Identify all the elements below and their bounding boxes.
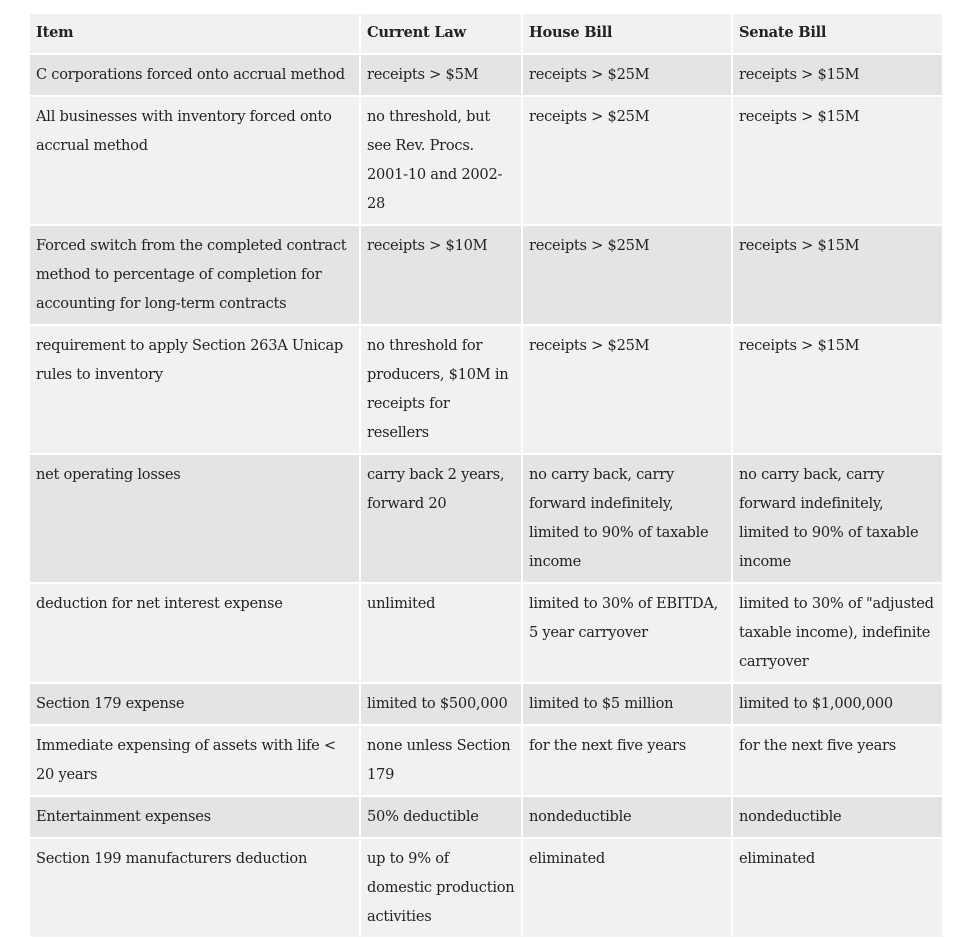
table-row (29, 225, 943, 325)
cell-current-law: unlimited (360, 583, 522, 683)
table-row (29, 54, 943, 96)
cell-house-bill: for the next five years (522, 725, 732, 796)
cell-senate-bill: nondeductible (732, 796, 943, 838)
cell-house-bill: receipts > $25M (522, 325, 732, 454)
cell-senate-bill: receipts > $15M (732, 325, 943, 454)
tax-comparison-table (28, 12, 944, 939)
cell-current-law: limited to $500,000 (360, 683, 522, 725)
table-row (29, 96, 943, 225)
cell-house-bill: eliminated (522, 838, 732, 938)
header-current-law: Current Law (360, 13, 522, 54)
cell-house-bill: receipts > $25M (522, 96, 732, 225)
cell-house-bill: nondeductible (522, 796, 732, 838)
table-header-row (29, 13, 943, 54)
table-row (29, 325, 943, 454)
cell-item: Section 179 expense (29, 683, 360, 725)
cell-item: requirement to apply Section 263A Unicap rules to inventory (29, 325, 360, 454)
table-row (29, 683, 943, 725)
cell-item: net operating losses (29, 454, 360, 583)
table-row (29, 725, 943, 796)
cell-house-bill: limited to $5 million (522, 683, 732, 725)
cell-item: Section 199 manufacturers deduction (29, 838, 360, 938)
cell-current-law: receipts > $5M (360, 54, 522, 96)
cell-senate-bill: for the next five years (732, 725, 943, 796)
table-row (29, 583, 943, 683)
cell-current-law: up to 9% of domestic production activities (360, 838, 522, 938)
cell-item: C corporations forced onto accrual method (29, 54, 360, 96)
cell-current-law: no threshold for producers, $10M in receipts for resellers (360, 325, 522, 454)
cell-senate-bill: eliminated (732, 838, 943, 938)
cell-item: Immediate expensing of assets with life < 20 years (29, 725, 360, 796)
cell-house-bill: no carry back, carry forward indefinitely, limited to 90% of taxable income (522, 454, 732, 583)
cell-item: Forced switch from the completed contract method to percentage of completion for accounting for long-term contracts (29, 225, 360, 325)
cell-house-bill: receipts > $25M (522, 225, 732, 325)
cell-current-law: carry back 2 years, forward 20 (360, 454, 522, 583)
table-row (29, 454, 943, 583)
comparison-table-container (28, 12, 942, 939)
header-item: Item (29, 13, 360, 54)
cell-item: All businesses with inventory forced onto accrual method (29, 96, 360, 225)
cell-item: Entertainment expenses (29, 796, 360, 838)
header-house-bill: House Bill (522, 13, 732, 54)
cell-senate-bill: receipts > $15M (732, 225, 943, 325)
cell-senate-bill: limited to 30% of "adjusted taxable income), indefinite carryover (732, 583, 943, 683)
cell-house-bill: limited to 30% of EBITDA, 5 year carryover (522, 583, 732, 683)
header-senate-bill: Senate Bill (732, 13, 943, 54)
cell-senate-bill: limited to $1,000,000 (732, 683, 943, 725)
cell-current-law: none unless Section 179 (360, 725, 522, 796)
table-row (29, 838, 943, 938)
cell-item: deduction for net interest expense (29, 583, 360, 683)
table-row (29, 796, 943, 838)
cell-senate-bill: receipts > $15M (732, 96, 943, 225)
cell-senate-bill: receipts > $15M (732, 54, 943, 96)
cell-current-law: no threshold, but see Rev. Procs. 2001-10 and 2002-28 (360, 96, 522, 225)
cell-senate-bill: no carry back, carry forward indefinitely, limited to 90% of taxable income (732, 454, 943, 583)
cell-current-law: 50% deductible (360, 796, 522, 838)
cell-house-bill: receipts > $25M (522, 54, 732, 96)
cell-current-law: receipts > $10M (360, 225, 522, 325)
